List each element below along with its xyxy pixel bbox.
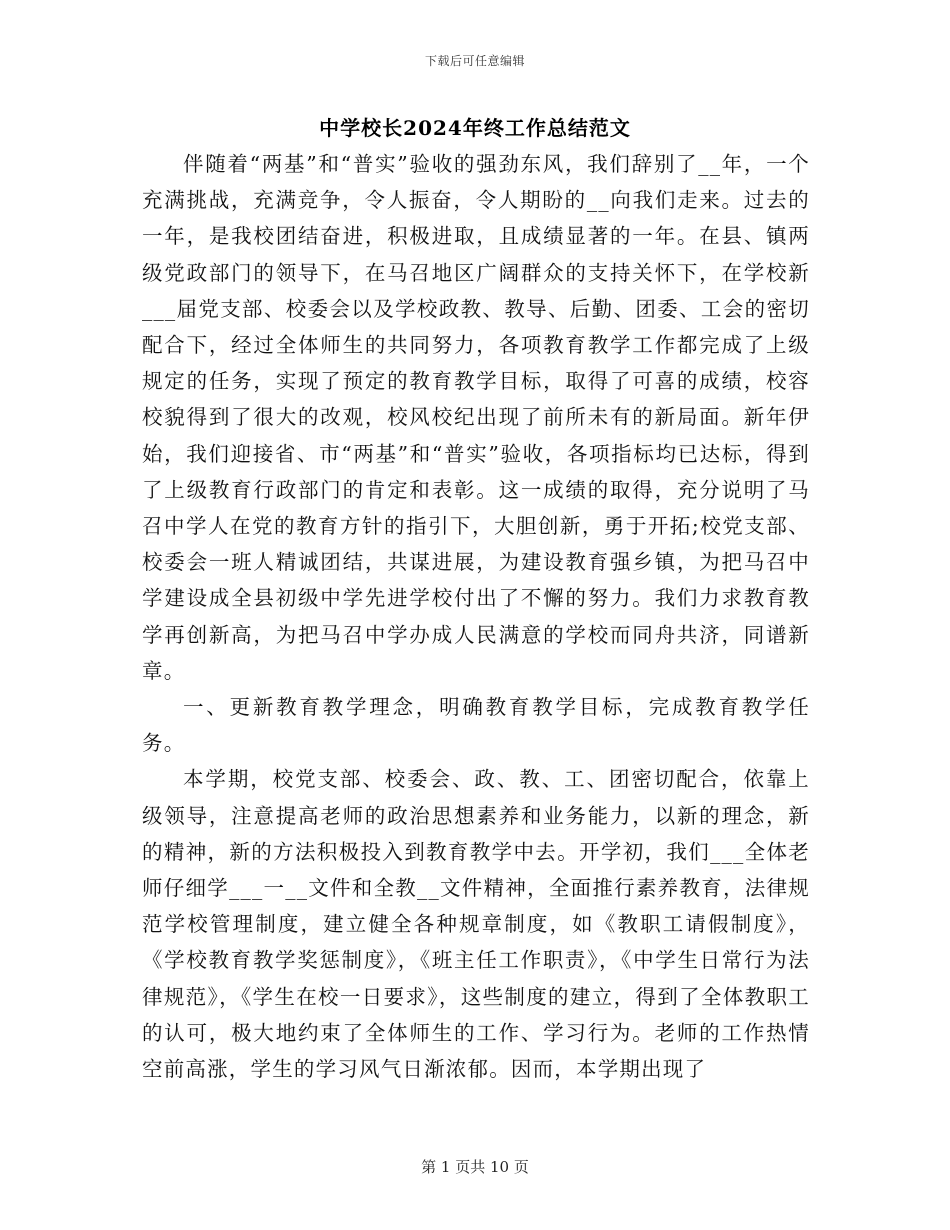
document-body: [142, 146, 810, 1087]
paragraph-intro: 伴随着“两基”和“普实”验收的强劲东风，我们辞别了__年，一个充满挑战，充满竞争，令人振奋，令人期盼的__向我们走来。过去的一年，是我校团结奋进，积极进取，且成绩显著的一年。在县、镇两级党政部门的领导下，在马召地区广阔群众的支持关怀下，在学校新___届党支部、校委会以及学校政教、教导、后勤、团委、工会的密切配合下，经过全体师生的共同努力，各项教育教学工作都完成了上级规定的任务，实现了预定的教育教学目标，取得了可喜的成绩，校容校貌得到了很大的改观，校风校纪出现了前所未有的新局面。新年伊始，我们迎接省、市“两基”和“普实”验收，各项指标均已达标，得到了上级教育行政部门的肯定和表彰。这一成绩的取得，充分说明了马召中学人在党的教育方针的指引下，大胆创新，勇于开拓;校党支部、校委会一班人精诚团结，共谋进展，为建设教育强乡镇，为把马召中学建设成全县初级中学先进学校付出了不懈的努力。我们力求教育教学再创新高，为把马召中学办成人民满意的学校而同舟共济，同谱新章。: [142, 152, 810, 683]
header-note: 下载后可任意编辑: [424, 54, 525, 68]
section-heading-1: 一、更新教育教学理念，明确教育教学目标，完成教育教学任务。: [142, 695, 810, 756]
paragraph-section-1: 本学期，校党支部、校委会、政、教、工、团密切配合，依靠上级领导，注意提高老师的政治思想素养和业务能力，以新的理念，新的精神，新的方法积极投入到教育教学中去。开学初，我们___全体老师仔细学___一__文件和全教__文件精神，全面推行素养教育，法律规范学校管理制度，建立健全各种规章制度，如《教职工请假制度》，《学校教育教学奖惩制度》，《班主任工作职责》，《中学生日常行为法律规范》，《学生在校一日要求》，这些制度的建立，得到了全体教职工的认可，极大地约束了全体师生的工作、学习行为。老师的工作热情空前高涨，学生的学习风气日渐浓郁。因而，本学期出现了: [142, 767, 810, 1082]
document-title: 中学校长2024年终工作总结范文: [319, 116, 631, 140]
page-footer: 第 1 页共 10 页: [421, 1158, 529, 1176]
